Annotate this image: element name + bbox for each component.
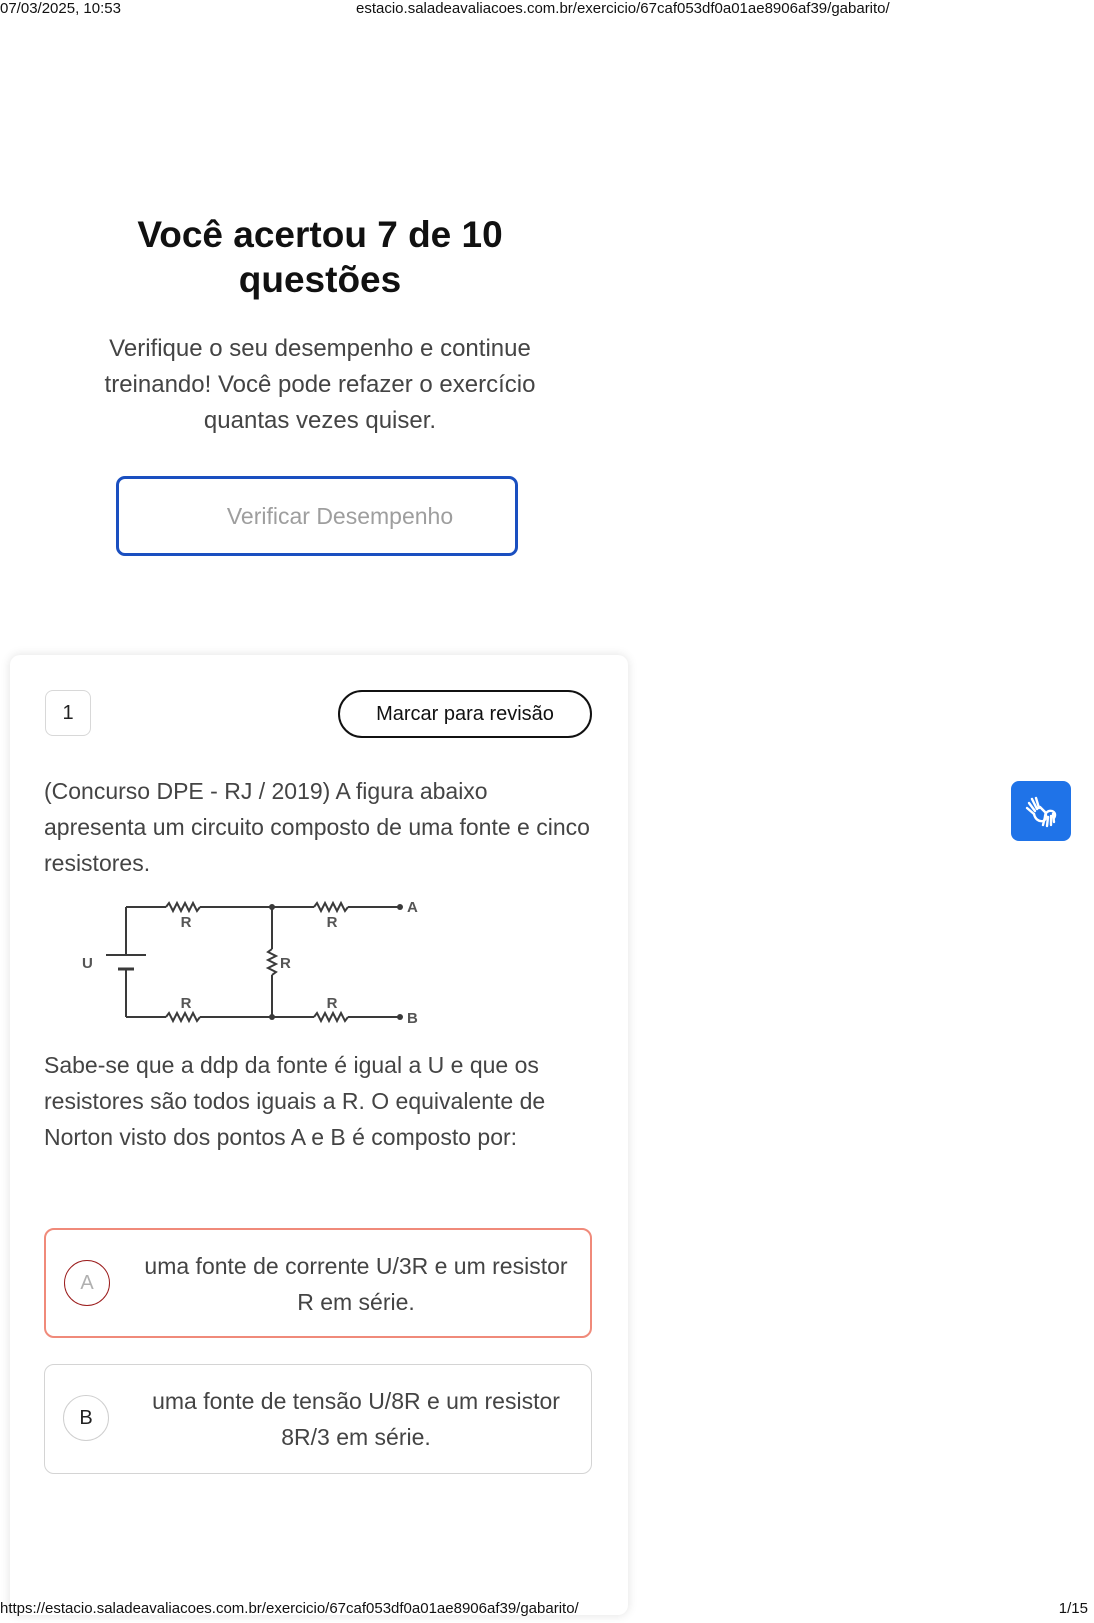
terminal-b-label: B	[407, 1010, 418, 1027]
sign-language-button[interactable]	[1011, 781, 1071, 841]
option-letter-b: B	[63, 1395, 109, 1441]
print-url: https://estacio.saladeavaliacoes.com.br/exercicio/67caf053df0a01ae8906af39/gabarito/	[0, 1600, 579, 1617]
terminal-b-dot	[397, 1014, 403, 1020]
verify-performance-button[interactable]	[116, 476, 518, 556]
mark-for-review-button[interactable]: Marcar para revisão	[338, 690, 592, 738]
print-site: estacio.saladeavaliacoes.com.br/exercicio/67caf053df0a01ae8906af39/gabarito/	[356, 0, 890, 17]
option-text-a: uma fonte de corrente U/3R e um resistor R em série.	[144, 1253, 568, 1315]
hands-sign-language-icon	[1021, 791, 1061, 831]
result-subtitle: Verifique o seu desempenho e continue treinando! Você pode refazer o exercício quantas vezes quiser.	[104, 335, 536, 434]
option-a[interactable]	[44, 1228, 592, 1338]
option-letter-a: A	[64, 1260, 110, 1306]
print-footer	[0, 1600, 1094, 1622]
result-title: Você acertou 7 de 10 questões	[137, 214, 503, 300]
verify-performance-label: Verificar Desempenho	[226, 502, 454, 529]
resistor-bottom-right	[314, 1013, 348, 1021]
node-bottom	[269, 1014, 275, 1020]
question-card	[10, 655, 628, 1615]
resistor-label: R	[180, 914, 192, 931]
terminal-a-dot	[397, 904, 403, 910]
resistor-top-left	[166, 903, 200, 911]
resistor-top-right	[314, 903, 348, 911]
print-header	[0, 0, 1094, 20]
resistor-middle	[268, 949, 276, 975]
resistor-label: R	[326, 995, 338, 1012]
resistor-label: R	[180, 995, 192, 1012]
resistor-label: R	[280, 955, 291, 972]
option-b[interactable]	[44, 1364, 592, 1474]
node-top	[269, 904, 275, 910]
terminal-a-label: A	[407, 899, 418, 916]
print-page-number: 1/15	[1058, 1600, 1088, 1617]
option-text-b: uma fonte de tensão U/8R e um resistor 8R/3 em série.	[152, 1388, 560, 1450]
resistor-bottom-left	[166, 1013, 200, 1021]
question-body: Sabe-se que a ddp da fonte é igual a U e que os resistores são todos iguais a R. O equivalente de Norton visto dos pontos A e B é composto por:	[44, 1052, 546, 1150]
circuit-figure	[68, 887, 452, 1027]
question-intro: (Concurso DPE - RJ / 2019) A figura abaixo apresenta um circuito composto de uma fonte e cinco resistores.	[44, 778, 590, 876]
source-label: U	[82, 955, 93, 972]
question-number: 1	[45, 690, 91, 736]
resistor-label: R	[326, 914, 338, 931]
print-datetime: 07/03/2025, 10:53	[0, 0, 121, 17]
